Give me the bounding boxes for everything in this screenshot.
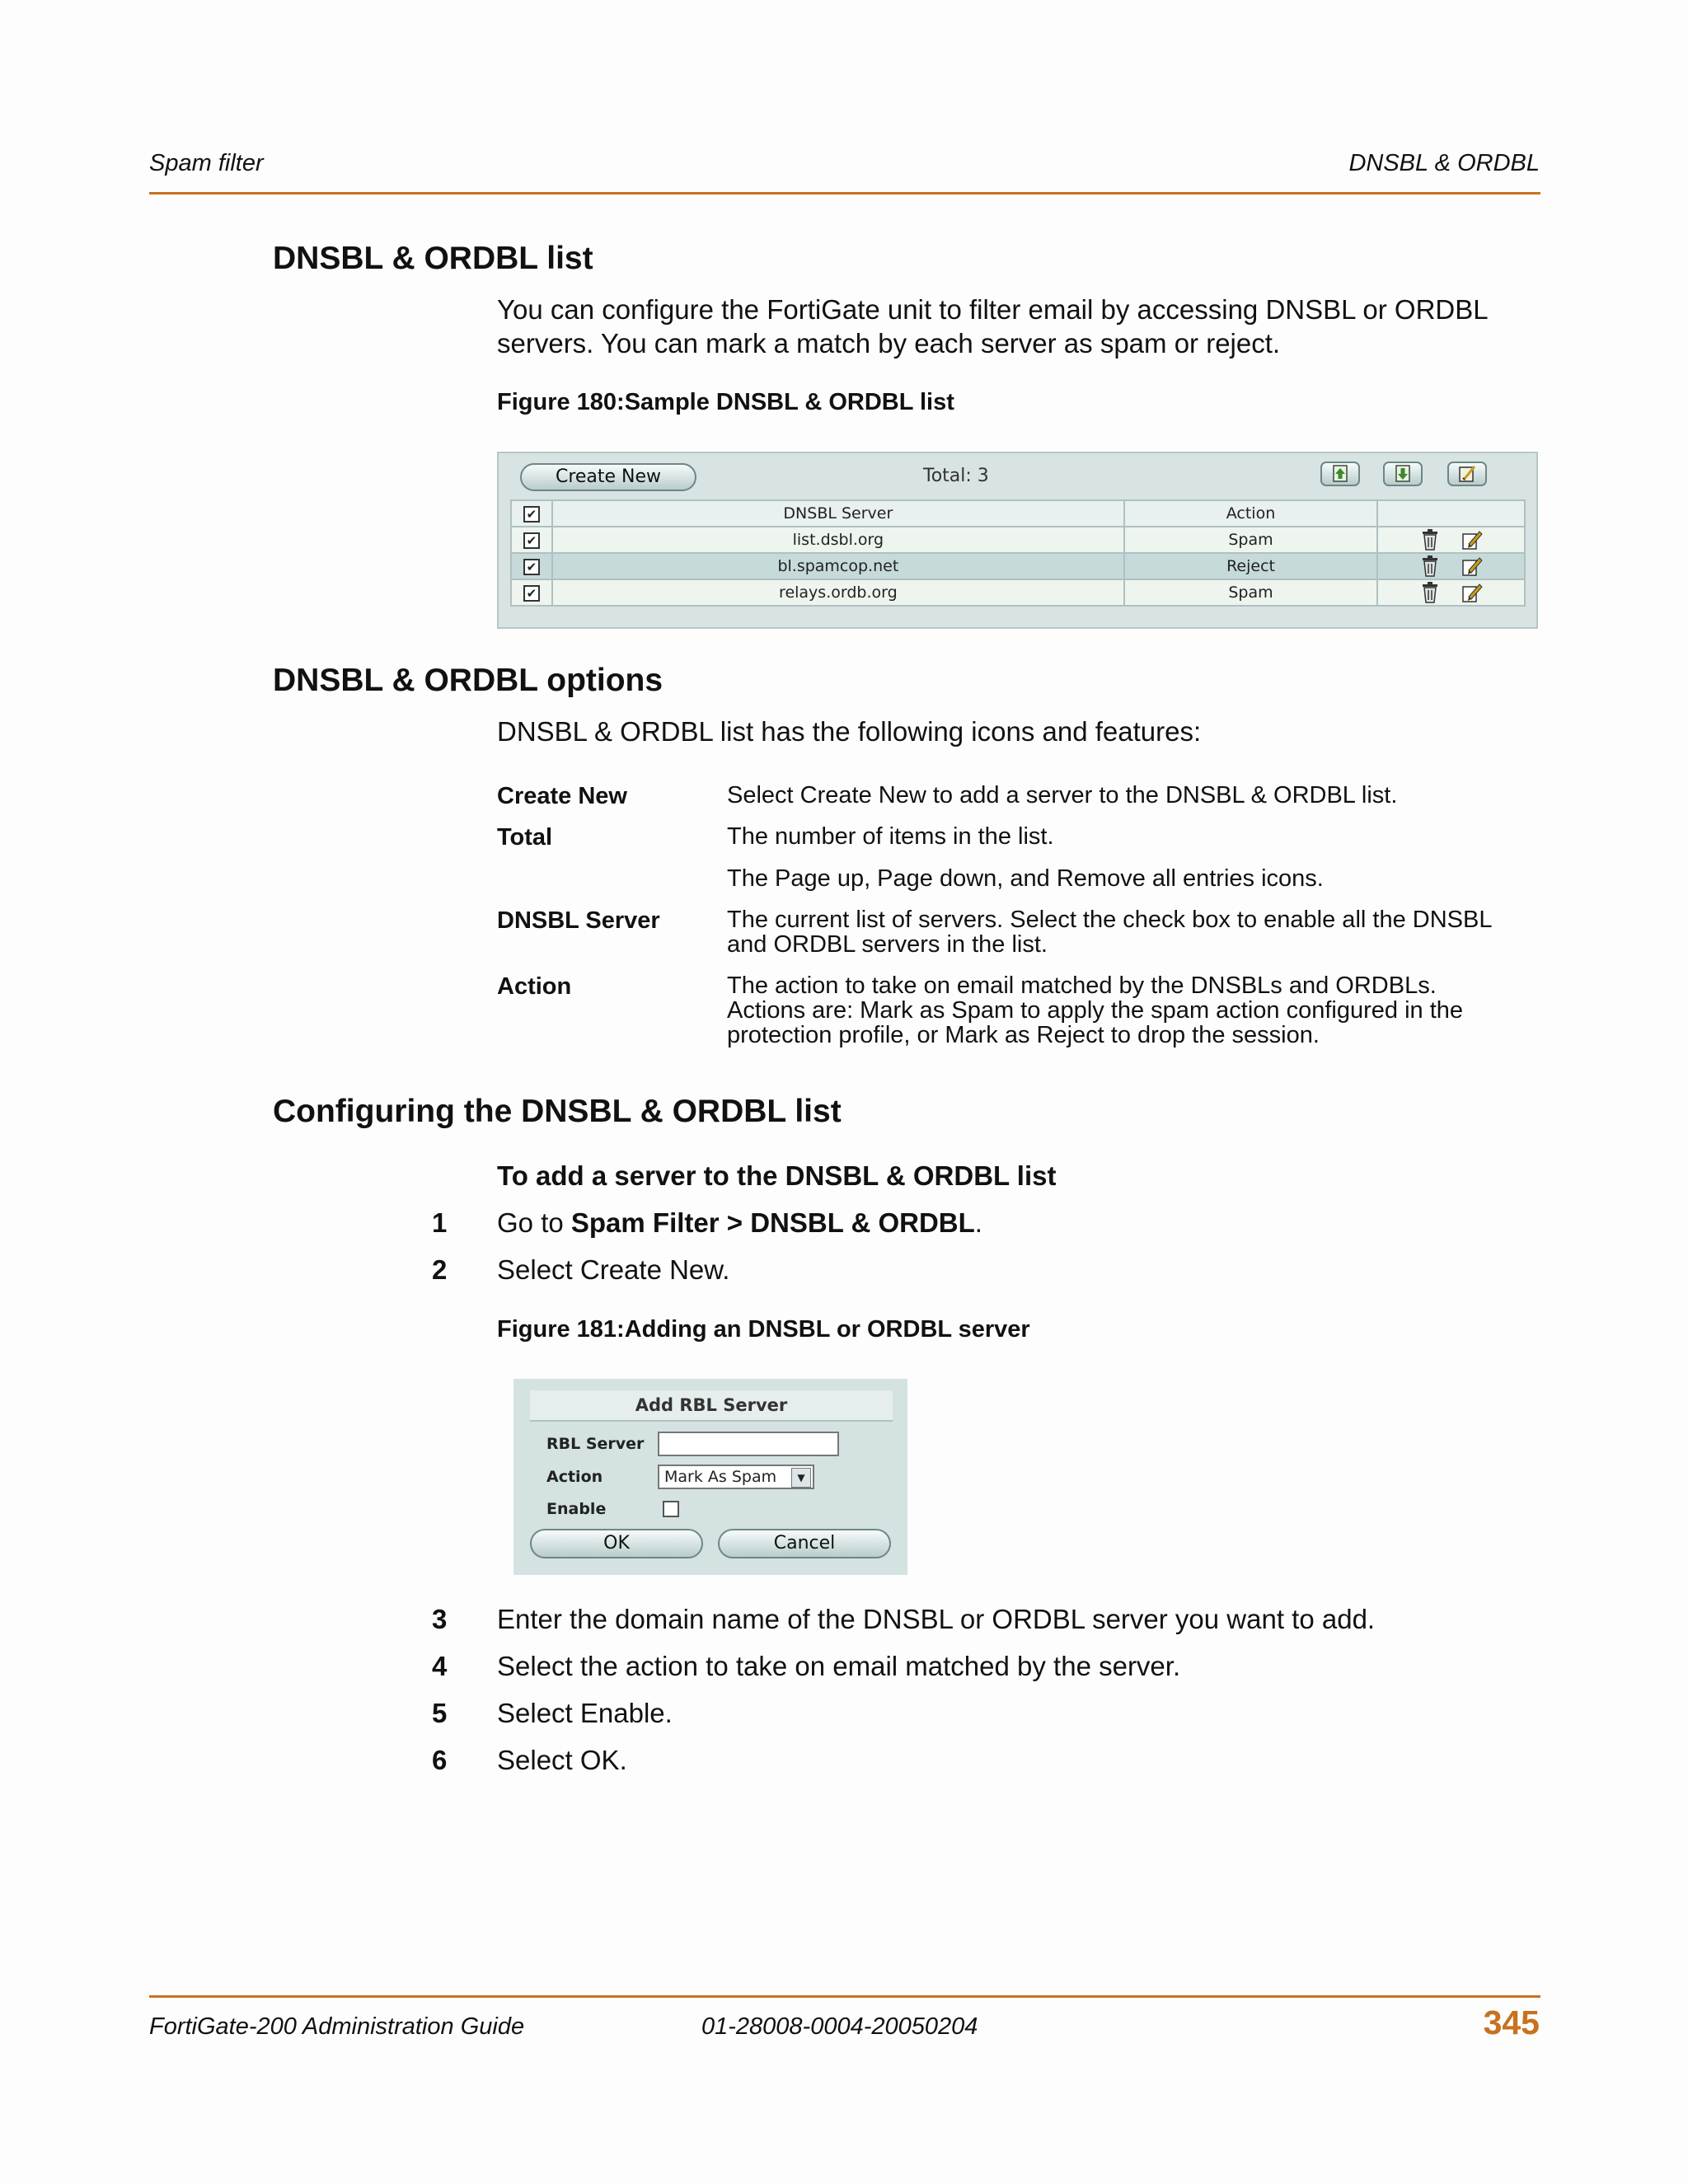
options-intro: DNSBL & ORDBL list has the following icons and features: [497,716,1202,747]
edit-icon[interactable] [1461,529,1483,551]
remove-all-button[interactable] [1447,462,1487,486]
option-desc-line: protection profile, or Mark as Reject to drop the session. [727,1022,1320,1048]
section1-para-line1: You can configure the FortiGate unit to filter email by accessing DNSBL or ORDBL [497,294,1489,325]
dnsbl-server-table [510,499,1526,607]
action-select-value: Mark As Spam [664,1468,777,1486]
procedure-title: To add a server to the DNSBL & ORDBL list [497,1160,1057,1191]
option-term-action: Action [497,973,572,1000]
page-down-button[interactable] [1383,462,1423,486]
step-number: 1 [432,1207,448,1238]
step-number: 5 [432,1698,448,1728]
footer-rule [149,1995,1540,1998]
column-header-actions [1377,500,1525,527]
footer-doc-id: 01-28008-0004-20050204 [701,2013,978,2040]
footer-guide-title: FortiGate-200 Administration Guide [149,2013,525,2040]
rbl-server-label: RBL Server [546,1435,645,1453]
server-cell: relays.ordb.org [552,579,1124,606]
edit-icon[interactable] [1461,582,1483,603]
step-text-pre: Go to [497,1207,571,1238]
delete-icon[interactable] [1420,582,1440,603]
step-text: Select the action to take on email matched by the server. [497,1651,1181,1681]
section-title-list: DNSBL & ORDBL list [273,241,593,276]
table-row [511,553,1525,579]
select-all-cell [511,500,552,527]
page-up-button[interactable] [1320,462,1360,486]
remove-all-icon [1449,463,1485,485]
step-text [497,1207,982,1239]
figure-181-caption: Figure 181:Adding an DNSBL or ORDBL server [497,1316,1030,1343]
option-desc-line: and ORDBL servers in the list. [727,931,1048,958]
server-cell: list.dsbl.org [552,527,1124,553]
header-right: DNSBL & ORDBL [1348,150,1540,176]
step-text: Select Create New. [497,1254,730,1285]
action-label: Action [546,1468,603,1486]
total-count: Total: 3 [923,466,989,486]
page-down-icon [1385,463,1421,485]
header-rule [149,192,1540,194]
step-number: 6 [432,1745,448,1775]
edit-icon[interactable] [1461,555,1483,577]
option-desc-icons: The Page up, Page down, and Remove all entries icons. [727,865,1324,892]
section-title-configuring: Configuring the DNSBL & ORDBL list [273,1094,842,1129]
step-text-post: . [974,1207,982,1238]
action-cell: Reject [1124,553,1377,579]
step-text: Select OK. [497,1745,627,1775]
option-desc-total: The number of items in the list. [727,823,1054,850]
enable-label: Enable [546,1500,607,1518]
delete-icon[interactable] [1420,529,1440,551]
server-cell: bl.spamcop.net [552,553,1124,579]
step-text: Select Enable. [497,1698,673,1728]
header-left: Spam filter [149,150,264,176]
row-enable-checkbox[interactable]: ✔ [523,585,540,602]
column-header-server: DNSBL Server [552,500,1124,527]
ok-button[interactable]: OK [530,1529,703,1558]
option-desc-line: The action to take on email matched by the DNSBLs and ORDBLs. [727,972,1437,999]
add-rbl-server-dialog [513,1379,907,1575]
page-up-icon [1322,463,1358,485]
enable-checkbox[interactable] [663,1501,679,1517]
option-desc-action [727,973,1543,1047]
table-header-row [511,500,1525,527]
table-row [511,579,1525,606]
step-number: 3 [432,1604,448,1634]
option-term-create-new: Create New [497,783,627,809]
action-select[interactable] [658,1465,814,1489]
section1-para-line2: servers. You can mark a match by each server as spam or reject. [497,328,1281,359]
select-all-checkbox[interactable]: ✔ [523,506,540,523]
row-enable-checkbox[interactable]: ✔ [523,559,540,575]
menu-path: Spam Filter > DNSBL & ORDBL [570,1207,975,1238]
rbl-server-input[interactable] [658,1432,839,1456]
page-number: 345 [1483,2004,1540,2041]
step-text: Enter the domain name of the DNSBL or ORDBL server you want to add. [497,1604,1376,1634]
table-row [511,527,1525,553]
row-enable-checkbox[interactable]: ✔ [523,532,540,549]
create-new-button[interactable]: Create New [520,463,696,491]
option-desc-line: Actions are: Mark as Spam to apply the spam action configured in the [727,997,1464,1024]
dnsbl-list-panel [497,452,1538,629]
option-desc-create-new: Select Create New to add a server to the DNSBL & ORDBL list. [727,782,1398,808]
option-term-total: Total [497,824,553,851]
dialog-title: Add RBL Server [530,1390,893,1422]
step-number: 2 [432,1254,448,1285]
delete-icon[interactable] [1420,555,1440,577]
cancel-button[interactable]: Cancel [718,1529,891,1558]
figure-180-caption: Figure 180:Sample DNSBL & ORDBL list [497,389,954,415]
option-term-dnsbl-server: DNSBL Server [497,907,660,934]
section-title-options: DNSBL & ORDBL options [273,663,663,698]
option-desc-dnsbl-server [727,907,1543,957]
option-desc-line: The current list of servers. Select the check box to enable all the DNSBL [727,907,1493,933]
action-cell: Spam [1124,527,1377,553]
chevron-down-icon[interactable]: ▼ [791,1468,811,1488]
step-number: 4 [432,1651,448,1681]
action-cell: Spam [1124,579,1377,606]
column-header-action: Action [1124,500,1377,527]
